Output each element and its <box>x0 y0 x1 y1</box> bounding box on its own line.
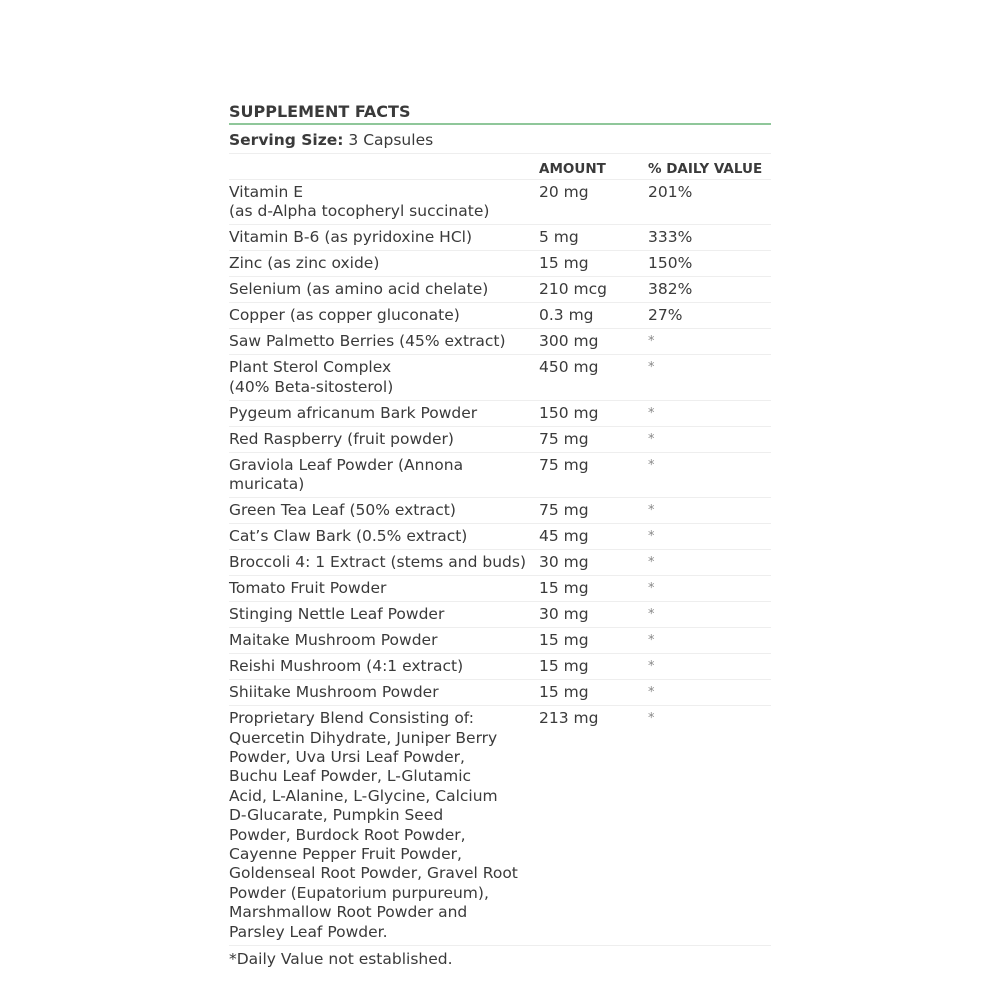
ingredient-daily-value: * <box>648 607 655 623</box>
table-row <box>229 498 771 524</box>
ingredient-daily-value: 201% <box>648 183 693 201</box>
ingredient-daily-value: * <box>648 503 655 519</box>
supplement-facts-panel <box>229 102 771 969</box>
ingredient-daily-value: * <box>648 360 655 376</box>
ingredient-daily-value: * <box>648 405 655 421</box>
ingredient-amount: 150 mg <box>539 403 599 422</box>
ingredient-name: Proprietary Blend Consisting of: Quercetin Dihydrate, Juniper Berry Powder, Uva Ursi Leaf Powder, Buchu Leaf Powder, L-Glutamic Acid, L-Alanine, L-Glycine, Calcium D-Glucarate, Pumpkin Seed Powder, Burdock Root Powder, Cayenne Pepper Fruit Powder, Goldenseal Root Powder, Gravel Root Powder (Eupatorium purpureum), Marshmallow Root Powder and Parsley Leaf Powder. <box>229 709 518 941</box>
ingredient-amount: 20 mg <box>539 183 589 201</box>
column-header-name <box>229 160 539 178</box>
facts-table-body <box>229 180 771 946</box>
table-row <box>229 427 771 453</box>
ingredient-name: Tomato Fruit Powder <box>229 579 387 598</box>
ingredient-daily-value: * <box>648 659 655 675</box>
ingredient-daily-value: * <box>648 581 655 597</box>
ingredient-daily-value: 333% <box>648 228 693 247</box>
table-row <box>229 680 771 706</box>
table-row <box>229 355 771 400</box>
ingredient-name: Stinging Nettle Leaf Powder <box>229 605 445 624</box>
ingredient-amount: 0.3 mg <box>539 306 594 325</box>
ingredient-daily-value: 150% <box>648 254 693 273</box>
table-row <box>229 251 771 277</box>
column-header-row <box>229 154 771 180</box>
table-row <box>229 303 771 329</box>
ingredient-amount: 45 mg <box>539 527 589 546</box>
ingredient-amount: 75 mg <box>539 501 589 520</box>
ingredient-amount: 30 mg <box>539 605 589 624</box>
table-row <box>229 628 771 654</box>
serving-size <box>229 130 771 154</box>
ingredient-amount: 15 mg <box>539 254 589 273</box>
ingredient-daily-value: * <box>648 334 655 350</box>
footnote: *Daily Value not established. <box>229 949 453 968</box>
ingredient-name: Selenium (as amino acid chelate) <box>229 280 489 299</box>
table-row <box>229 706 771 945</box>
ingredient-daily-value: 382% <box>648 280 693 299</box>
ingredient-name: Broccoli 4: 1 Extract (stems and buds) <box>229 553 527 572</box>
ingredient-name: Reishi Mushroom (4:1 extract) <box>229 657 464 676</box>
ingredient-name: Green Tea Leaf (50% extract) <box>229 501 456 520</box>
ingredient-name: Graviola Leaf Powder (Annona muricata) <box>229 455 464 494</box>
table-row <box>229 225 771 251</box>
ingredient-name: Maitake Mushroom Powder <box>229 631 438 650</box>
column-header-amount: AMOUNT <box>539 161 606 177</box>
ingredient-daily-value: * <box>648 685 655 701</box>
ingredient-name: Copper (as copper gluconate) <box>229 306 460 325</box>
ingredient-daily-value: * <box>648 711 655 727</box>
ingredient-amount: 300 mg <box>539 332 599 351</box>
ingredient-amount: 210 mcg <box>539 280 607 299</box>
table-row <box>229 180 771 225</box>
table-row <box>229 602 771 628</box>
ingredient-daily-value: * <box>648 633 655 649</box>
ingredient-daily-value: 27% <box>648 306 683 325</box>
ingredient-amount: 15 mg <box>539 579 589 598</box>
table-row <box>229 576 771 602</box>
ingredient-name: Shiitake Mushroom Powder <box>229 683 439 702</box>
table-row <box>229 277 771 303</box>
table-row <box>229 550 771 576</box>
ingredient-amount: 15 mg <box>539 657 589 676</box>
table-row <box>229 401 771 427</box>
ingredient-amount: 75 mg <box>539 455 589 474</box>
serving-size-value: 3 Capsules <box>343 131 434 149</box>
ingredient-amount: 75 mg <box>539 429 589 448</box>
ingredient-daily-value: * <box>648 529 655 545</box>
ingredient-amount: 450 mg <box>539 358 599 377</box>
table-row <box>229 329 771 355</box>
ingredient-name: Zinc (as zinc oxide) <box>229 254 380 273</box>
ingredient-daily-value: * <box>648 457 655 473</box>
ingredient-name: Red Raspberry (fruit powder) <box>229 429 454 448</box>
ingredient-name: Vitamin E (as d-Alpha tocopheryl succinate) <box>229 183 490 221</box>
ingredient-amount: 213 mg <box>539 709 599 728</box>
column-header-daily-value: % DAILY VALUE <box>648 161 763 177</box>
ingredient-daily-value: * <box>648 555 655 571</box>
table-row <box>229 453 771 498</box>
ingredient-amount: 15 mg <box>539 631 589 650</box>
ingredient-amount: 5 mg <box>539 228 579 247</box>
ingredient-name: Saw Palmetto Berries (45% extract) <box>229 332 506 351</box>
ingredient-name: Cat’s Claw Bark (0.5% extract) <box>229 527 468 546</box>
ingredient-name: Vitamin B-6 (as pyridoxine HCl) <box>229 228 472 247</box>
table-row <box>229 524 771 550</box>
ingredient-amount: 15 mg <box>539 683 589 702</box>
panel-title: SUPPLEMENT FACTS <box>229 102 771 125</box>
ingredient-name: Pygeum africanum Bark Powder <box>229 403 478 422</box>
ingredient-amount: 30 mg <box>539 553 589 572</box>
serving-size-label: Serving Size: <box>229 131 344 149</box>
ingredient-name: Plant Sterol Complex (40% Beta-sitosterol) <box>229 358 394 396</box>
ingredient-daily-value: * <box>648 431 655 447</box>
table-row <box>229 654 771 680</box>
